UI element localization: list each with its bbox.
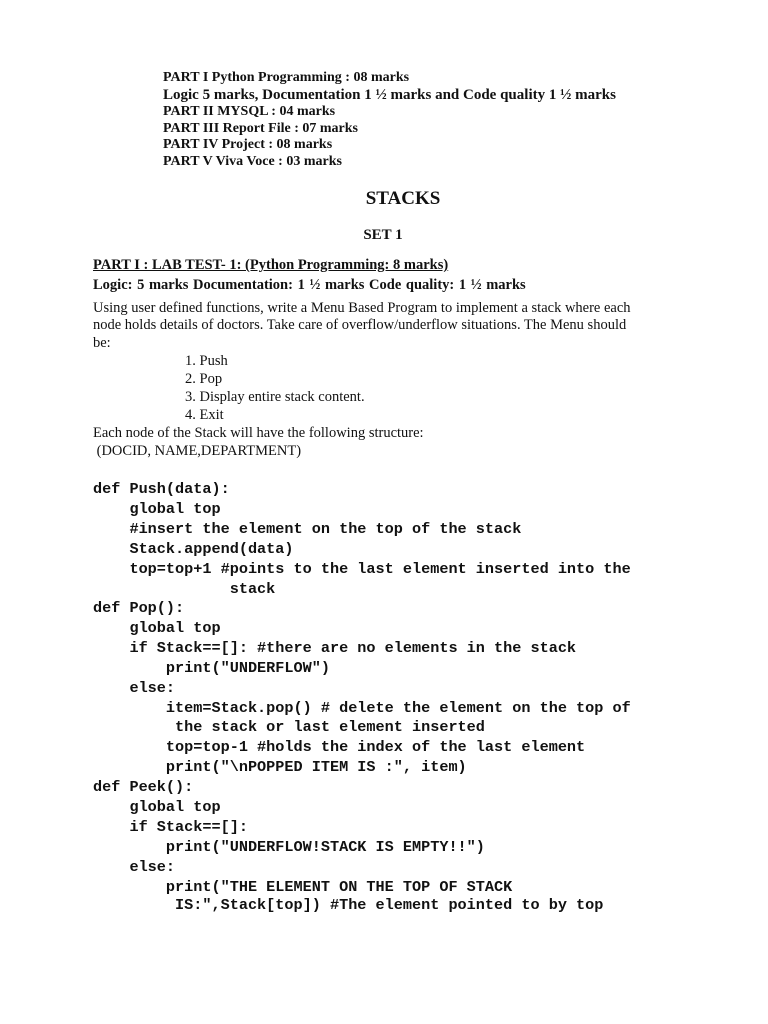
description-line: node holds details of doctors. Take care of overflow/underflow situations. The Menu should [93, 317, 627, 333]
code-line: item=Stack.pop() # delete the element on the top of [93, 699, 631, 717]
code-line: global top [93, 619, 221, 637]
structure-intro: Each node of the Stack will have the following structure: [93, 425, 424, 441]
code-line: else: [93, 858, 176, 876]
code-line: print("UNDERFLOW") [93, 659, 330, 677]
code-line: def Pop(): [93, 599, 185, 617]
code-line: print("THE ELEMENT ON THE TOP OF STACK [93, 878, 513, 896]
code-line: else: [93, 679, 176, 697]
list-item: 4. Exit [185, 407, 224, 423]
code-line: global top [93, 500, 221, 518]
marks-line: PART IV Project : 08 marks [163, 137, 333, 152]
structure-fields: (DOCID, NAME,DEPARTMENT) [93, 443, 302, 459]
lab-test-heading: PART I : LAB TEST- 1: (Python Programming: 8 marks) [93, 257, 449, 273]
code-line: stack [93, 580, 276, 598]
code-line: top=top-1 #holds the index of the last element [93, 738, 586, 756]
set-label: SET 1 [363, 227, 403, 243]
list-item: 3. Display entire stack content. [185, 389, 365, 405]
page-title: STACKS [365, 188, 441, 209]
code-line: Stack.append(data) [93, 540, 294, 558]
code-line: if Stack==[]: #there are no elements in the stack [93, 639, 577, 657]
code-line: if Stack==[]: [93, 818, 248, 836]
description-line: Using user defined functions, write a Menu Based Program to implement a stack where each [93, 300, 631, 316]
code-line: def Peek(): [93, 778, 194, 796]
code-line: print("UNDERFLOW!STACK IS EMPTY!!") [93, 838, 485, 856]
marks-line: Logic 5 marks, Documentation 1 ½ marks and Code quality 1 ½ marks [163, 87, 616, 103]
description-line: be: [93, 335, 111, 351]
marks-line: PART III Report File : 07 marks [163, 121, 358, 136]
code-line: def Push(data): [93, 480, 230, 498]
code-line: IS:",Stack[top]) #The element pointed to by top [93, 896, 604, 914]
code-line: global top [93, 798, 221, 816]
marks-line: PART II MYSQL : 04 marks [163, 104, 336, 119]
code-line: #insert the element on the top of the stack [93, 520, 522, 538]
list-item: 2. Pop [185, 371, 223, 387]
list-item: 1. Push [185, 353, 228, 369]
code-line: print("\nPOPPED ITEM IS :", item) [93, 758, 467, 776]
marks-line: PART V Viva Voce : 03 marks [163, 154, 342, 169]
marks-breakdown: Logic: 5 marks Documentation: 1 ½ marks Code quality: 1 ½ marks [93, 277, 526, 293]
code-line: the stack or last element inserted [93, 718, 485, 736]
code-line: top=top+1 #points to the last element inserted into the [93, 560, 631, 578]
marks-line: PART I Python Programming : 08 marks [163, 70, 410, 85]
